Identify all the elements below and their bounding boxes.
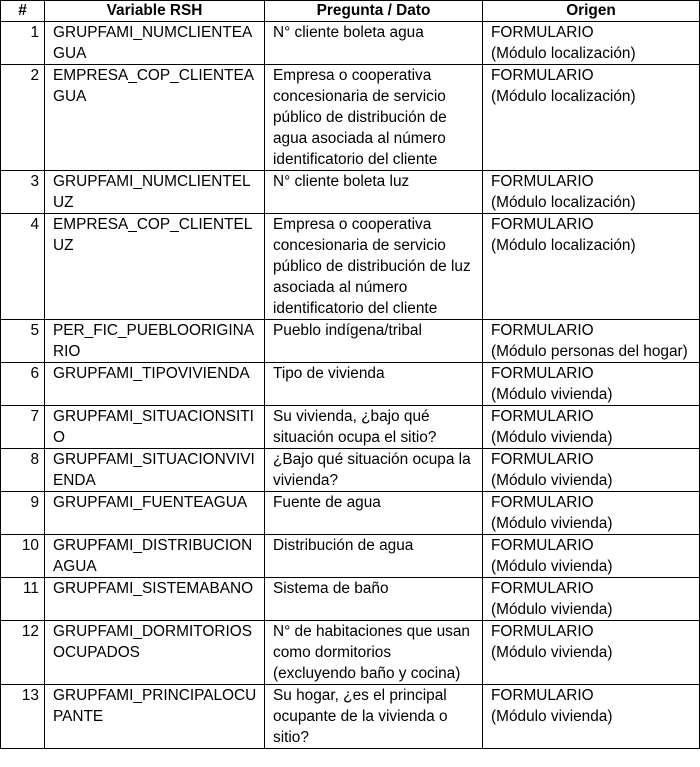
cell-variable: GRUPFAMI_PRINCIPALOCUPANTE — [45, 685, 265, 749]
table-row — [1, 685, 700, 749]
cell-num: 9 — [1, 492, 45, 535]
cell-pregunta: ¿Bajo qué situación ocupa la vivienda? — [265, 449, 483, 492]
cell-variable: GRUPFAMI_NUMCLIENTELUZ — [45, 171, 265, 214]
origen-module: (Módulo vivienda) — [491, 644, 613, 661]
cell-origen — [483, 22, 700, 65]
cell-variable: GRUPFAMI_TIPOVIVIENDA — [45, 363, 265, 406]
origen-source: FORMULARIO — [491, 322, 594, 339]
cell-pregunta: Su vivienda, ¿bajo qué situación ocupa el sitio? — [265, 406, 483, 449]
cell-origen — [483, 65, 700, 171]
cell-pregunta: Fuente de agua — [265, 492, 483, 535]
origen-source: FORMULARIO — [491, 365, 594, 382]
table-row — [1, 621, 700, 685]
table-row — [1, 578, 700, 621]
origen-source: FORMULARIO — [491, 623, 594, 640]
origen-module: (Módulo localización) — [491, 88, 636, 105]
cell-origen — [483, 535, 700, 578]
origen-module: (Módulo vivienda) — [491, 429, 613, 446]
cell-origen — [483, 406, 700, 449]
cell-origen — [483, 320, 700, 363]
header-pregunta: Pregunta / Dato — [265, 1, 483, 22]
table-row — [1, 320, 700, 363]
cell-num: 10 — [1, 535, 45, 578]
cell-variable: GRUPFAMI_DORMITORIOSOCUPADOS — [45, 621, 265, 685]
cell-num: 3 — [1, 171, 45, 214]
origen-module: (Módulo personas del hogar) — [491, 343, 688, 360]
table-row — [1, 171, 700, 214]
cell-num: 13 — [1, 685, 45, 749]
cell-origen — [483, 171, 700, 214]
cell-pregunta: N° cliente boleta agua — [265, 22, 483, 65]
cell-num: 8 — [1, 449, 45, 492]
origen-module: (Módulo localización) — [491, 194, 636, 211]
table-header-row — [1, 1, 700, 22]
origen-module: (Módulo vivienda) — [491, 515, 613, 532]
table-row — [1, 492, 700, 535]
origen-source: FORMULARIO — [491, 494, 594, 511]
table-row — [1, 406, 700, 449]
cell-variable: GRUPFAMI_FUENTEAGUA — [45, 492, 265, 535]
origen-source: FORMULARIO — [491, 408, 594, 425]
cell-pregunta: N° cliente boleta luz — [265, 171, 483, 214]
cell-num: 5 — [1, 320, 45, 363]
origen-source: FORMULARIO — [491, 67, 594, 84]
origen-module: (Módulo vivienda) — [491, 558, 613, 575]
table-row — [1, 449, 700, 492]
cell-num: 6 — [1, 363, 45, 406]
origen-source: FORMULARIO — [491, 580, 594, 597]
table-row — [1, 535, 700, 578]
cell-num: 11 — [1, 578, 45, 621]
origen-module: (Módulo vivienda) — [491, 472, 613, 489]
cell-variable: GRUPFAMI_NUMCLIENTEAGUA — [45, 22, 265, 65]
cell-origen — [483, 214, 700, 320]
cell-variable: EMPRESA_COP_CLIENTELUZ — [45, 214, 265, 320]
header-variable: Variable RSH — [45, 1, 265, 22]
cell-pregunta: Pueblo indígena/tribal — [265, 320, 483, 363]
cell-variable: GRUPFAMI_DISTRIBUCIONAGUA — [45, 535, 265, 578]
cell-origen — [483, 449, 700, 492]
origen-source: FORMULARIO — [491, 24, 594, 41]
cell-variable: GRUPFAMI_SISTEMABANO — [45, 578, 265, 621]
cell-pregunta: Sistema de baño — [265, 578, 483, 621]
table-row — [1, 22, 700, 65]
cell-num: 7 — [1, 406, 45, 449]
cell-pregunta: Empresa o cooperativa concesionaria de servicio público de distribución de luz asociada al número identificatorio del cliente — [265, 214, 483, 320]
origen-source: FORMULARIO — [491, 451, 594, 468]
table-body — [1, 22, 700, 749]
cell-origen — [483, 492, 700, 535]
origen-module: (Módulo vivienda) — [491, 708, 613, 725]
cell-pregunta: Distribución de agua — [265, 535, 483, 578]
origen-module: (Módulo localización) — [491, 237, 636, 254]
origen-source: FORMULARIO — [491, 687, 594, 704]
origen-source: FORMULARIO — [491, 216, 594, 233]
cell-variable: EMPRESA_COP_CLIENTEAGUA — [45, 65, 265, 171]
cell-origen — [483, 621, 700, 685]
header-origen: Origen — [483, 1, 700, 22]
cell-num: 4 — [1, 214, 45, 320]
table-row — [1, 65, 700, 171]
table-row — [1, 363, 700, 406]
origen-module: (Módulo vivienda) — [491, 601, 613, 618]
origen-source: FORMULARIO — [491, 173, 594, 190]
cell-pregunta: N° de habitaciones que usan como dormitorios (excluyendo baño y cocina) — [265, 621, 483, 685]
cell-pregunta: Empresa o cooperativa concesionaria de servicio público de distribución de agua asociada al número identificatorio del cliente — [265, 65, 483, 171]
cell-origen — [483, 363, 700, 406]
cell-variable: GRUPFAMI_SITUACIONVIVIENDA — [45, 449, 265, 492]
cell-num: 12 — [1, 621, 45, 685]
cell-pregunta: Su hogar, ¿es el principal ocupante de la vivienda o sitio? — [265, 685, 483, 749]
cell-origen — [483, 578, 700, 621]
cell-origen — [483, 685, 700, 749]
origen-source: FORMULARIO — [491, 537, 594, 554]
origen-module: (Módulo vivienda) — [491, 386, 613, 403]
origen-module: (Módulo localización) — [491, 45, 636, 62]
cell-variable: GRUPFAMI_SITUACIONSITIO — [45, 406, 265, 449]
header-num: # — [1, 1, 45, 22]
cell-pregunta: Tipo de vivienda — [265, 363, 483, 406]
cell-num: 1 — [1, 22, 45, 65]
cell-variable: PER_FIC_PUEBLOORIGINARIO — [45, 320, 265, 363]
table-row — [1, 214, 700, 320]
cell-num: 2 — [1, 65, 45, 171]
